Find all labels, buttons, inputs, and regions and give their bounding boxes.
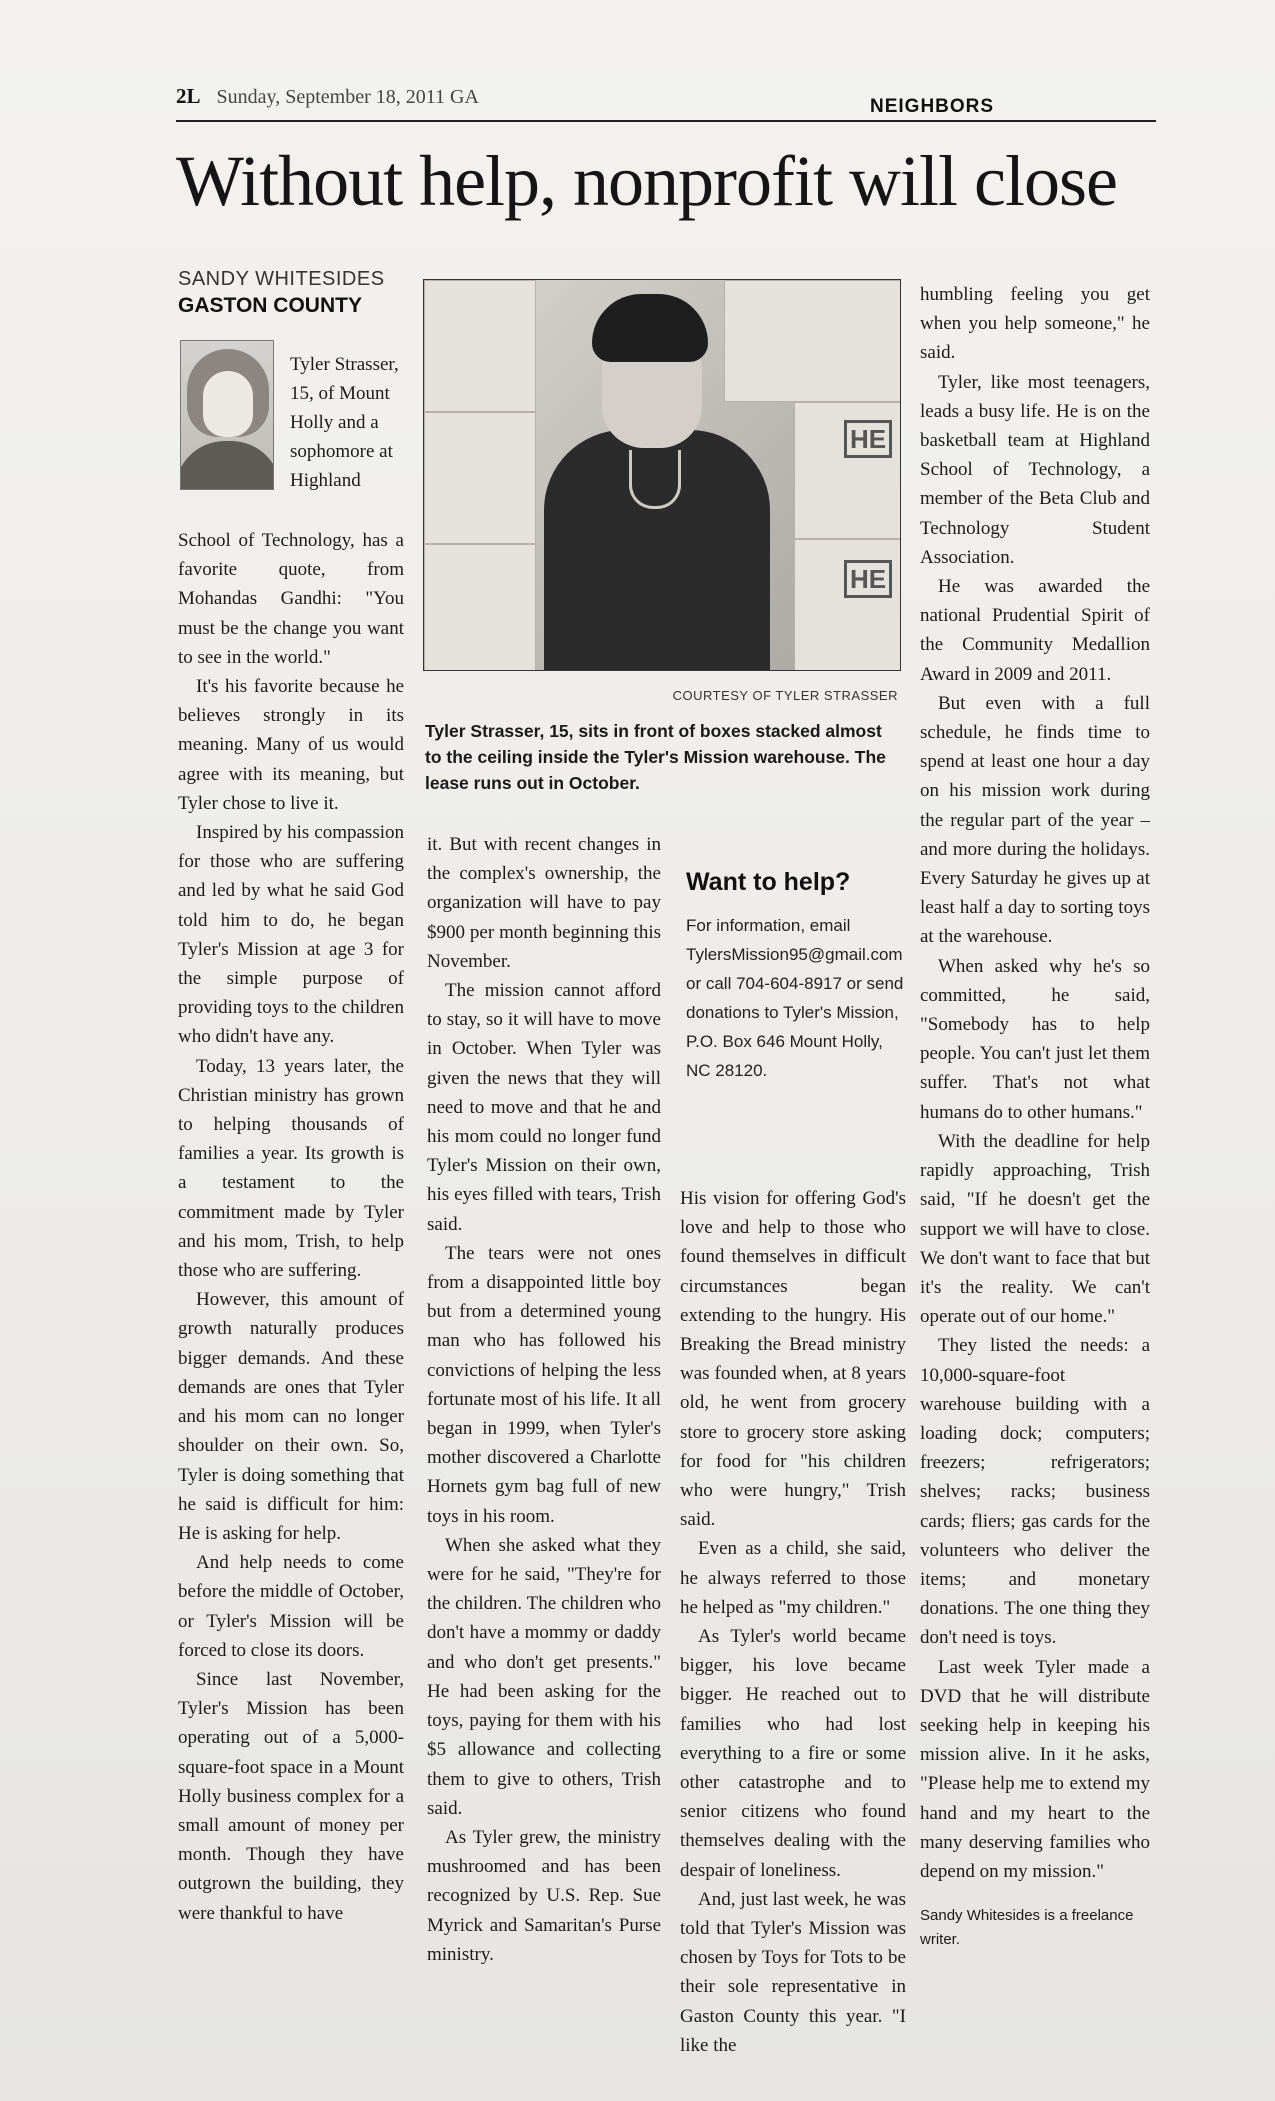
column-1 [178, 526, 404, 1928]
photo-credit: COURTESY OF TYLER STRASSER [672, 688, 898, 703]
paragraph: And help needs to come before the middle of October, or Tyler's Mission will be forced to close its doors. [178, 1552, 404, 1661]
sidebar-body: For information, email TylersMission95@gmail.com or call 704-604-8917 or send donations to Tyler's Mission, P.O. Box 646 Mount Holly, NC 28120. [686, 916, 904, 1080]
paragraph: And, just last week, he was told that Tyler's Mission was chosen by Toys for Tots to be their sole representative in Gaston County this year. "I like the [680, 1888, 906, 2056]
box-logo: HE [844, 420, 892, 458]
paragraph: When asked why he's so committed, he said, "Somebody has to help people. You can't just let them suffer. That's not what humans do to other humans." [920, 955, 1150, 1123]
paragraph: But even with a full schedule, he finds time to spend at least one hour a day on his mission work during the regular part of the year – and more during the holidays. Every Saturday he gives up at least half a day to sorting toys at the warehouse. [920, 692, 1150, 948]
paragraph: His vision for offering God's love and help to those who found themselves in difficult circumstances began extending to the hungry. His Breaking the Bread ministry was founded when, at 8 years old, he went from grocery store to grocery store asking for food for "his children who were hungry," Trish said. [680, 1188, 906, 1531]
photo-caption: Tyler Strasser, 15, sits in front of boxes stacked almost to the ceiling inside the Tyler's Mission warehouse. The lease runs out in October. [425, 721, 886, 793]
folio [176, 84, 479, 109]
paragraph: With the deadline for help rapidly approaching, Trish said, "If he doesn't get the support we will have to close. We don't want to face that but it's the reality. We can't operate out of our home." [920, 1130, 1150, 1328]
headline: Without help, nonprofit will close [176, 141, 1117, 221]
intro-text: Tyler Strasser, 15, of Mount Holly and a sophomore at Highland [290, 354, 399, 491]
header-rule [176, 120, 1156, 122]
paragraph: Even as a child, she said, he always referred to those he helped as "my children." [680, 1538, 906, 1618]
paragraph: He was awarded the national Prudential Spirit of the Community Medallion Award in 2009 and 2011. [920, 576, 1150, 685]
paragraph: As Tyler's world became bigger, his love became bigger. He reached out to families who had lost everything to a fire or some other catastrophe and to senior citizens who found themselves dealing with the despair of loneliness. [680, 1626, 906, 1881]
column-4 [920, 280, 1150, 1952]
paragraph: However, this amount of growth naturally produces bigger demands. And these demands are ones that Tyler and his mom can no longer shoulder on their own. So, Tyler is doing something that he said is difficult for him: He is asking for help. [178, 1289, 404, 1544]
paragraph: It's his favorite because he believes strongly in its meaning. Many of us would agree with its meaning, but Tyler chose to live it. [178, 676, 404, 814]
paragraph: Last week Tyler made a DVD that he will distribute seeking help in keeping his mission alive. In it he asks, "Please help me to extend my hand and my heart to the many deserving families who depend on my mission." [920, 1656, 1150, 1882]
author-bio: Sandy Whitesides is a freelance writer. [920, 1907, 1134, 1949]
paragraph: When she asked what they were for he said, "They're for the children. The children who don't have a mommy or daddy and who don't get presents." He had been asking for the toys, paying for them with his $5 allowance and collecting them to give to others, Trish said. [427, 1534, 661, 1819]
date-edition: Sunday, September 18, 2011 GA [216, 86, 479, 108]
want-to-help-box [686, 868, 906, 1085]
column-3 [680, 1184, 906, 2060]
paragraph: it. But with recent changes in the complex's ownership, the organization will have to pay $900 per month beginning this November. [427, 834, 661, 972]
sidebar-title: Want to help? [686, 868, 851, 896]
paragraph: Today, 13 years later, the Christian ministry has grown to helping thousands of families a year. Its growth is a testament to the commitment made by Tyler and his mom, Trish, to help those who are suffering. [178, 1055, 404, 1282]
paragraph: They listed the needs: a 10,000-square-foot warehouse building with a loading dock; computers; freezers; refrigerators; shelves; racks; business cards; fliers; gas cards for the volunteers who deliver the items; and monetary donations. The one thing they don't need is toys. [920, 1335, 1150, 1649]
section-name: NEIGHBORS [870, 96, 995, 117]
paragraph: School of Technology, has a favorite quote, from Mohandas Gandhi: "You must be the change you want to see in the world." [178, 530, 404, 668]
paragraph: humbling feeling you get when you help someone," he said. [920, 284, 1150, 364]
paragraph: As Tyler grew, the ministry mushroomed and has been recognized by U.S. Rep. Sue Myrick and Samaritan's Purse ministry. [427, 1826, 661, 1965]
byline-author: SANDY WHITESIDES [178, 268, 385, 290]
paragraph: Since last November, Tyler's Mission has been operating out of a 5,000-square-foot space in a Mount Holly business complex for a small amount of money per month. Though they have outgrown the building, they were thankful to have [178, 1668, 404, 1924]
page-number: 2L [176, 84, 201, 108]
box-logo: HE [844, 560, 892, 598]
paragraph: The tears were not ones from a disappointed little boy but from a determined young man who has followed his convictions of helping the less fortunate most of his life. It all began in 1999, when Tyler's mother discovered a Charlotte Hornets gym bag full of new toys in his room. [427, 1242, 661, 1527]
paragraph: Tyler, like most teenagers, leads a busy life. He is on the basketball team at Highland School of Technology, a member of the Beta Club and Technology Student Association. [920, 371, 1150, 568]
byline-location: GASTON COUNTY [178, 294, 362, 317]
article-photo [423, 279, 901, 671]
author-headshot [180, 340, 274, 490]
column-2 [427, 830, 661, 1969]
paragraph: Inspired by his compassion for those who are suffering and led by what he said God told him to do, he began Tyler's Mission at age 3 for the simple purpose of providing toys to the children who didn't have any. [178, 822, 404, 1048]
paragraph: The mission cannot afford to stay, so it will have to move in October. When Tyler was given the news that they will need to move and that he and his mom could no longer fund Tyler's Mission on their own, his eyes filled with tears, Trish said. [427, 980, 661, 1235]
